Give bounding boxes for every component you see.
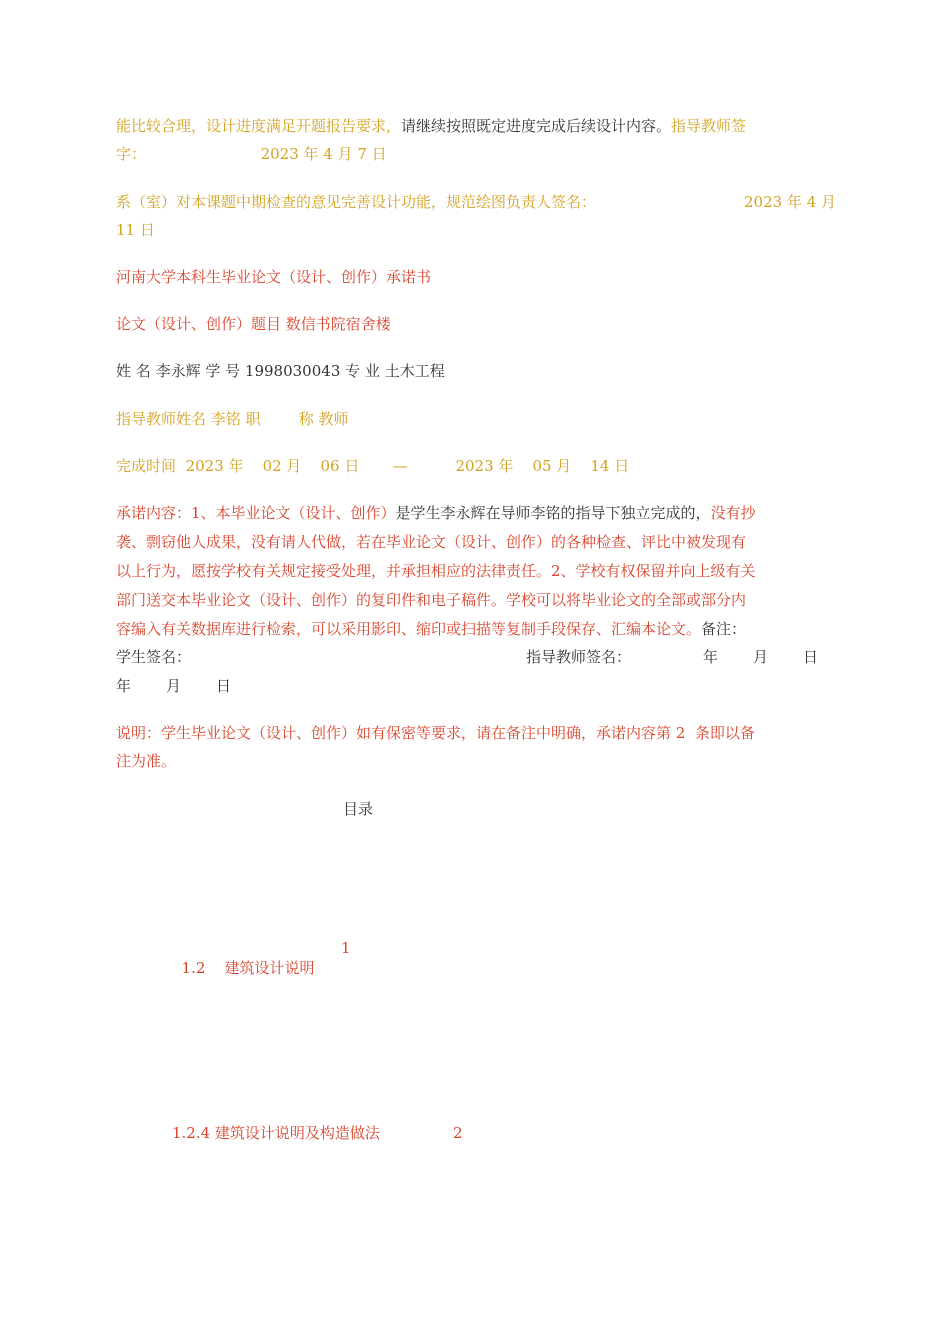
advisor-sign-label-start: 指导教师签 [671,117,747,135]
toc-item[interactable] [172,938,314,978]
toc-item-label: 1.2.4 建筑设计说明及构造做法 [172,1124,380,1142]
student-info [116,361,445,381]
note-line-2: 注为准。 [116,752,177,770]
topic-label: 论文（设计、创作）题目 [116,315,282,333]
pledge-content-statement: 是学生李永辉在导师李铭的指导下独立完成的， [395,504,711,522]
student-id-label: 学 号 [205,362,241,380]
student-name-label: 姓 名 [116,362,151,380]
department-opinion-line-1 [116,192,596,212]
completion-time-label: 完成时间 [116,457,177,475]
student-sign-year: 年 [116,677,132,695]
completion-time [116,456,629,476]
remarks-label: 备注： [701,620,747,638]
advisor-title-label: 职 称 [245,410,314,428]
note-line-1: 说明：学生毕业论文（设计、创作）如有保密等要求，请在备注中明确，承诺内容第 2 条即以备 [116,724,755,742]
advisor-sign-year: 年 [703,648,719,666]
toc-item-label: 1.2 建筑设计说明 [181,959,315,977]
advisor-sign-label-end: 字： [116,145,147,163]
advisor-name-label: 指导教师姓名 [116,410,207,428]
toc-item-page: 2 [453,1124,463,1142]
advisor-sign-month: 月 [753,648,769,666]
check-opinion-line-2 [116,144,387,164]
pledge-content-cont: 没有抄 [710,504,756,522]
advisor-signature-label: 指导教师签名： [526,648,632,666]
advisor-sign-day: 日 [803,648,819,666]
student-name: 李永辉 [155,362,201,380]
check-opinion-instruction: 请继续按照既定进度完成后续设计内容。 [401,117,672,135]
student-major: 土木工程 [384,362,445,380]
thesis-topic [116,314,391,334]
pledge-content-line-3: 以上行为，愿按学校有关规定接受处理，并承担相应的法律责任。2、学校有权保留并向上级有关 [116,562,756,580]
student-id: 1998030043 [244,362,341,380]
advisor-info [116,409,349,429]
toc-title: 目录 [343,800,374,818]
advisor-title: 教师 [318,410,349,428]
toc-item-page: 1 [341,939,351,957]
topic-value: 数信书院宿舍楼 [285,315,391,333]
student-sign-month: 月 [166,677,182,695]
department-opinion-date: 2023 年 4 月 [744,193,837,211]
completion-end-date: 2023 年 05 月 14 日 [455,457,630,475]
department-opinion-line-2: 11 日 [116,221,155,239]
student-signature-label: 学生签名： [116,648,192,666]
advisor-sign-date: 2023 年 4 月 7 日 [260,145,387,163]
check-opinion-text: 能比较合理，设计进度满足开题报告要求， [116,117,402,135]
pledge-content-line-2: 袭、剽窃他人成果，没有请人代做，若在毕业论文（设计、创作）的各种检查、评比中被发现有 [116,533,747,551]
pledge-content-line-1 [116,503,756,523]
advisor-name: 李铭 [210,410,241,428]
pledge-content-start: 承诺内容：1、本毕业论文（设计、创作） [116,504,396,522]
check-opinion-line-1 [116,116,746,136]
pledge-content-end: 容编入有关数据库进行检索，可以采用影印、缩印或扫描等复制手段保存、汇编本论文。 [116,620,702,638]
pledge-title: 河南大学本科生毕业论文（设计、创作）承诺书 [116,268,432,286]
completion-start-date: 2023 年 02 月 06 日 [185,457,360,475]
department-opinion-text: 系（室）对本课题中期检查的意见完善设计功能，规范绘图负责人签名： [116,193,597,211]
pledge-content-line-5 [116,619,746,639]
toc-item[interactable] [172,1123,380,1143]
completion-date-dash: — [392,457,408,475]
student-sign-day: 日 [216,677,232,695]
pledge-content-line-4: 部门送交本毕业论文（设计、创作）的复印件和电子稿件。学校可以将毕业论文的全部或部分内 [116,591,747,609]
student-major-label: 专 业 [345,362,380,380]
